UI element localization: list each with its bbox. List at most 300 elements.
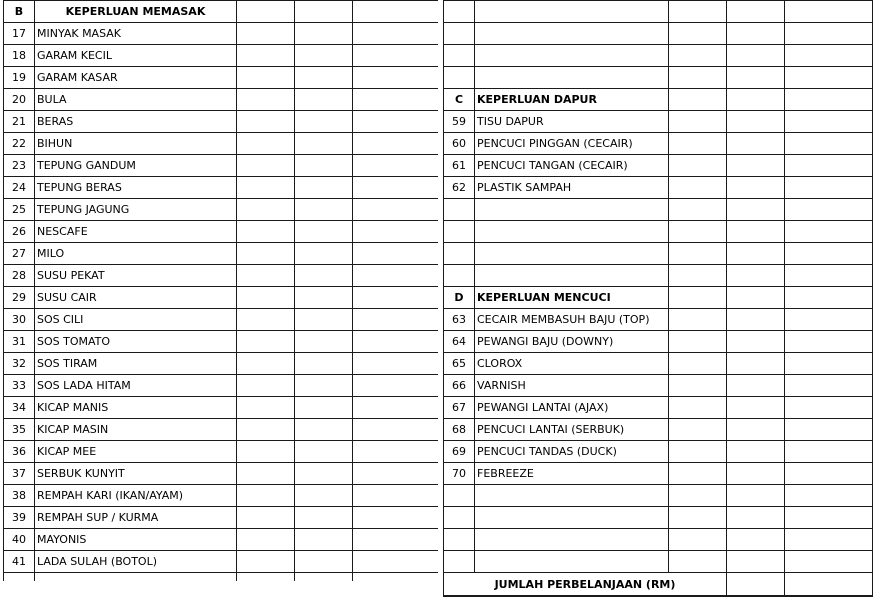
table-row (4, 375, 439, 397)
table-row (4, 419, 439, 441)
row-number: 64 (444, 331, 475, 353)
table-row (4, 133, 439, 155)
cell[interactable] (295, 463, 353, 485)
cell[interactable] (727, 331, 785, 353)
cell[interactable] (727, 89, 785, 111)
cell[interactable] (669, 375, 727, 397)
cell[interactable] (237, 419, 295, 441)
item-name: GARAM KECIL (35, 45, 237, 67)
cell[interactable] (669, 243, 727, 265)
cell[interactable] (669, 155, 727, 177)
cell[interactable] (727, 243, 785, 265)
cell[interactable] (295, 573, 353, 582)
cell[interactable] (669, 551, 727, 573)
item-name: PEWANGI LANTAI (AJAX) (475, 397, 669, 419)
cell[interactable] (237, 375, 295, 397)
row-number: 40 (4, 529, 35, 551)
cell[interactable] (295, 529, 353, 551)
item-name: KICAP MASIN (35, 419, 237, 441)
cell[interactable] (237, 221, 295, 243)
cell[interactable] (237, 199, 295, 221)
row-number (444, 507, 475, 529)
item-name: SERBUK KUNYIT (35, 463, 237, 485)
cell[interactable] (727, 221, 785, 243)
row-number: 22 (4, 133, 35, 155)
item-name (475, 67, 669, 89)
row-number: 34 (4, 397, 35, 419)
table-row (4, 309, 439, 331)
cell[interactable] (727, 485, 785, 507)
table-row (4, 507, 439, 529)
cell[interactable] (237, 441, 295, 463)
row-number (444, 45, 475, 67)
blank-row (444, 243, 873, 265)
cell[interactable] (669, 1, 727, 23)
cell[interactable] (353, 265, 439, 287)
cell[interactable] (295, 45, 353, 67)
cell[interactable] (295, 353, 353, 375)
row-number: 39 (4, 507, 35, 529)
cell[interactable] (295, 507, 353, 529)
table-row (444, 133, 873, 155)
item-name (475, 551, 669, 573)
partial-row (4, 573, 439, 582)
cell[interactable] (785, 529, 873, 551)
table-row (4, 265, 439, 287)
cell[interactable] (237, 331, 295, 353)
cell[interactable] (669, 133, 727, 155)
cell[interactable] (727, 111, 785, 133)
cell[interactable] (237, 111, 295, 133)
item-name: CLOROX (475, 353, 669, 375)
cell[interactable] (353, 507, 439, 529)
cell[interactable] (353, 441, 439, 463)
blank-row (444, 45, 873, 67)
item-name (475, 243, 669, 265)
cell[interactable] (353, 485, 439, 507)
cell[interactable] (353, 23, 439, 45)
cell[interactable] (727, 287, 785, 309)
cell[interactable] (353, 177, 439, 199)
left-table (3, 0, 439, 581)
item-name: MILO (35, 243, 237, 265)
item-name: SUSU PEKAT (35, 265, 237, 287)
row-number: 33 (4, 375, 35, 397)
cell[interactable] (353, 529, 439, 551)
cell[interactable] (353, 287, 439, 309)
cell[interactable] (295, 243, 353, 265)
cell[interactable] (727, 419, 785, 441)
table-row (4, 89, 439, 111)
cell[interactable] (727, 441, 785, 463)
table-row (444, 463, 873, 485)
cell[interactable] (295, 397, 353, 419)
item-name (475, 23, 669, 45)
cell[interactable] (295, 287, 353, 309)
item-name: CECAIR MEMBASUH BAJU (TOP) (475, 309, 669, 331)
cell[interactable] (785, 441, 873, 463)
row-number: 65 (444, 353, 475, 375)
cell[interactable] (785, 133, 873, 155)
cell[interactable] (727, 133, 785, 155)
cell[interactable] (785, 177, 873, 199)
item-name: SOS TIRAM (35, 353, 237, 375)
row-number (444, 199, 475, 221)
row-number (444, 485, 475, 507)
cell[interactable] (353, 45, 439, 67)
cell[interactable] (353, 243, 439, 265)
row-number: 62 (444, 177, 475, 199)
cell[interactable] (353, 331, 439, 353)
cell[interactable] (669, 287, 727, 309)
cell[interactable] (727, 155, 785, 177)
table-row (4, 485, 439, 507)
cell[interactable] (785, 111, 873, 133)
table-row (444, 331, 873, 353)
row-number (444, 265, 475, 287)
cell[interactable] (727, 463, 785, 485)
cell[interactable] (35, 573, 237, 582)
item-name: PENCUCI LANTAI (SERBUK) (475, 419, 669, 441)
item-name: KICAP MANIS (35, 397, 237, 419)
item-name: REMPAH SUP / KURMA (35, 507, 237, 529)
cell[interactable] (237, 155, 295, 177)
cell[interactable] (727, 375, 785, 397)
cell[interactable] (669, 67, 727, 89)
cell[interactable] (669, 45, 727, 67)
item-name: REMPAH KARI (IKAN/AYAM) (35, 485, 237, 507)
cell[interactable] (785, 243, 873, 265)
cell[interactable] (785, 551, 873, 573)
table-row (4, 287, 439, 309)
row-number: 25 (4, 199, 35, 221)
row-number: 41 (4, 551, 35, 573)
item-name: SOS LADA HITAM (35, 375, 237, 397)
item-name (475, 507, 669, 529)
total-row (444, 573, 873, 597)
cell[interactable] (785, 485, 873, 507)
row-number: 61 (444, 155, 475, 177)
cell[interactable] (353, 67, 439, 89)
row-number: 27 (4, 243, 35, 265)
cell[interactable] (295, 441, 353, 463)
cell[interactable] (295, 1, 353, 23)
cell[interactable] (785, 1, 873, 23)
row-number: 63 (444, 309, 475, 331)
cell[interactable] (669, 441, 727, 463)
cell[interactable] (353, 1, 439, 23)
cell[interactable] (295, 155, 353, 177)
row-number: 70 (444, 463, 475, 485)
cell[interactable] (727, 265, 785, 287)
cell[interactable] (669, 463, 727, 485)
cell[interactable] (727, 353, 785, 375)
cell[interactable] (353, 111, 439, 133)
item-name: TISU DAPUR (475, 111, 669, 133)
cell[interactable] (669, 507, 727, 529)
table-row (4, 463, 439, 485)
cell[interactable] (727, 1, 785, 23)
cell[interactable] (295, 375, 353, 397)
table-row (444, 419, 873, 441)
cell[interactable] (785, 331, 873, 353)
cell[interactable] (237, 353, 295, 375)
cell[interactable] (785, 397, 873, 419)
item-name (475, 45, 669, 67)
table-row (4, 111, 439, 133)
cell[interactable] (727, 177, 785, 199)
cell[interactable] (785, 463, 873, 485)
item-name: KICAP MEE (35, 441, 237, 463)
cell[interactable] (669, 199, 727, 221)
cell[interactable] (785, 155, 873, 177)
table-row (4, 45, 439, 67)
row-number: 31 (4, 331, 35, 353)
item-name: LADA SULAH (BOTOL) (35, 551, 237, 573)
item-name (475, 199, 669, 221)
cell[interactable] (669, 177, 727, 199)
section-code: C (444, 89, 475, 111)
cell[interactable] (295, 23, 353, 45)
cell[interactable] (237, 485, 295, 507)
cell[interactable] (353, 551, 439, 573)
cell[interactable] (353, 375, 439, 397)
cell[interactable] (295, 221, 353, 243)
cell[interactable] (295, 551, 353, 573)
cell[interactable] (785, 419, 873, 441)
cell[interactable] (353, 89, 439, 111)
cell[interactable] (237, 507, 295, 529)
cell[interactable] (237, 529, 295, 551)
row-number: 21 (4, 111, 35, 133)
cell[interactable] (669, 265, 727, 287)
cell[interactable] (353, 353, 439, 375)
blank-row (444, 485, 873, 507)
cell[interactable] (785, 309, 873, 331)
cell[interactable] (237, 23, 295, 45)
cell[interactable] (785, 287, 873, 309)
row-number: 29 (4, 287, 35, 309)
table-row (444, 375, 873, 397)
row-number: 32 (4, 353, 35, 375)
cell[interactable] (237, 67, 295, 89)
table-row (444, 177, 873, 199)
cell[interactable] (727, 45, 785, 67)
section-header-row (444, 89, 873, 111)
cell[interactable] (785, 89, 873, 111)
cell[interactable] (727, 397, 785, 419)
cell[interactable] (353, 573, 439, 582)
blank-row (444, 23, 873, 45)
row-number: 59 (444, 111, 475, 133)
cell[interactable] (353, 397, 439, 419)
item-name (475, 1, 669, 23)
row-number: 18 (4, 45, 35, 67)
cell[interactable] (237, 573, 295, 582)
cell[interactable] (295, 331, 353, 353)
item-name: FEBREEZE (475, 463, 669, 485)
item-name (475, 221, 669, 243)
cell[interactable] (727, 529, 785, 551)
table-row (4, 23, 439, 45)
cell[interactable] (295, 485, 353, 507)
table-row (4, 67, 439, 89)
item-name: TEPUNG BERAS (35, 177, 237, 199)
row-number: 60 (444, 133, 475, 155)
cell[interactable] (785, 67, 873, 89)
total-label: JUMLAH PERBELANJAAN (RM) (444, 573, 727, 597)
cell[interactable] (727, 199, 785, 221)
table-row (4, 551, 439, 573)
cell[interactable] (295, 309, 353, 331)
cell[interactable] (785, 45, 873, 67)
cell[interactable] (237, 177, 295, 199)
row-number (444, 1, 475, 23)
total-cell[interactable] (727, 573, 785, 597)
section-title: KEPERLUAN MENCUCI (475, 287, 669, 309)
cell[interactable] (727, 551, 785, 573)
cell[interactable] (353, 419, 439, 441)
table-row (444, 309, 873, 331)
cell[interactable] (237, 89, 295, 111)
item-name: MAYONIS (35, 529, 237, 551)
section-title: KEPERLUAN DAPUR (475, 89, 669, 111)
cell[interactable] (295, 89, 353, 111)
item-name: PEWANGI BAJU (DOWNY) (475, 331, 669, 353)
cell[interactable] (353, 155, 439, 177)
cell[interactable] (669, 485, 727, 507)
row-number: 20 (4, 89, 35, 111)
cell[interactable] (669, 89, 727, 111)
cell[interactable] (727, 23, 785, 45)
cell[interactable] (727, 507, 785, 529)
row-number: 68 (444, 419, 475, 441)
row-number (444, 67, 475, 89)
cell[interactable] (785, 199, 873, 221)
cell[interactable] (295, 111, 353, 133)
cell[interactable] (237, 243, 295, 265)
cell[interactable] (669, 221, 727, 243)
cell[interactable] (295, 67, 353, 89)
cell[interactable] (237, 397, 295, 419)
row-number: 17 (4, 23, 35, 45)
cell[interactable] (295, 133, 353, 155)
total-cell[interactable] (785, 573, 873, 597)
item-name: NESCAFE (35, 221, 237, 243)
blank-row (444, 529, 873, 551)
cell[interactable] (785, 353, 873, 375)
table-row (444, 441, 873, 463)
row-number (444, 551, 475, 573)
item-name: TEPUNG GANDUM (35, 155, 237, 177)
row-number: 26 (4, 221, 35, 243)
item-name: GARAM KASAR (35, 67, 237, 89)
cell[interactable] (237, 45, 295, 67)
row-number: 23 (4, 155, 35, 177)
cell[interactable] (353, 133, 439, 155)
row-number: 19 (4, 67, 35, 89)
row-number: 28 (4, 265, 35, 287)
table-row (4, 331, 439, 353)
table-row (4, 177, 439, 199)
item-name: TEPUNG JAGUNG (35, 199, 237, 221)
cell[interactable] (237, 463, 295, 485)
row-number (444, 529, 475, 551)
cell[interactable] (237, 287, 295, 309)
table-row (4, 397, 439, 419)
cell[interactable] (785, 507, 873, 529)
cell[interactable] (353, 221, 439, 243)
row-number: 67 (444, 397, 475, 419)
item-name: BIHUN (35, 133, 237, 155)
cell[interactable] (295, 177, 353, 199)
cell[interactable] (295, 265, 353, 287)
cell[interactable] (727, 67, 785, 89)
cell[interactable] (727, 309, 785, 331)
blank-row (444, 1, 873, 23)
table-row (4, 221, 439, 243)
item-name: PLASTIK SAMPAH (475, 177, 669, 199)
cell[interactable] (237, 551, 295, 573)
cell[interactable] (669, 309, 727, 331)
section-code: B (4, 1, 35, 23)
cell[interactable] (295, 199, 353, 221)
blank-row (444, 265, 873, 287)
cell[interactable] (669, 353, 727, 375)
cell[interactable] (353, 463, 439, 485)
table-row (4, 243, 439, 265)
item-name (475, 265, 669, 287)
row-number: 24 (4, 177, 35, 199)
table-row (444, 353, 873, 375)
section-header-row (444, 287, 873, 309)
item-name: SOS TOMATO (35, 331, 237, 353)
section-title: KEPERLUAN MEMASAK (35, 1, 237, 23)
cell[interactable] (669, 331, 727, 353)
section-code: D (444, 287, 475, 309)
cell[interactable] (237, 265, 295, 287)
table-row (4, 529, 439, 551)
table-row (444, 155, 873, 177)
cell[interactable] (669, 23, 727, 45)
cell[interactable] (669, 419, 727, 441)
cell[interactable] (237, 133, 295, 155)
item-name: SUSU CAIR (35, 287, 237, 309)
cell[interactable] (785, 221, 873, 243)
blank-row (444, 199, 873, 221)
row-number: 66 (444, 375, 475, 397)
cell[interactable] (669, 111, 727, 133)
item-name: BERAS (35, 111, 237, 133)
cell[interactable] (669, 397, 727, 419)
cell[interactable] (785, 375, 873, 397)
cell[interactable] (353, 309, 439, 331)
cell[interactable] (353, 199, 439, 221)
cell[interactable] (785, 23, 873, 45)
cell[interactable] (295, 419, 353, 441)
cell[interactable] (4, 573, 35, 582)
blank-row (444, 551, 873, 573)
table-row (444, 397, 873, 419)
cell[interactable] (237, 309, 295, 331)
table-row (4, 353, 439, 375)
blank-row (444, 221, 873, 243)
cell[interactable] (669, 529, 727, 551)
cell[interactable] (237, 1, 295, 23)
item-name: PENCUCI TANDAS (DUCK) (475, 441, 669, 463)
table-row (4, 441, 439, 463)
cell[interactable] (785, 265, 873, 287)
